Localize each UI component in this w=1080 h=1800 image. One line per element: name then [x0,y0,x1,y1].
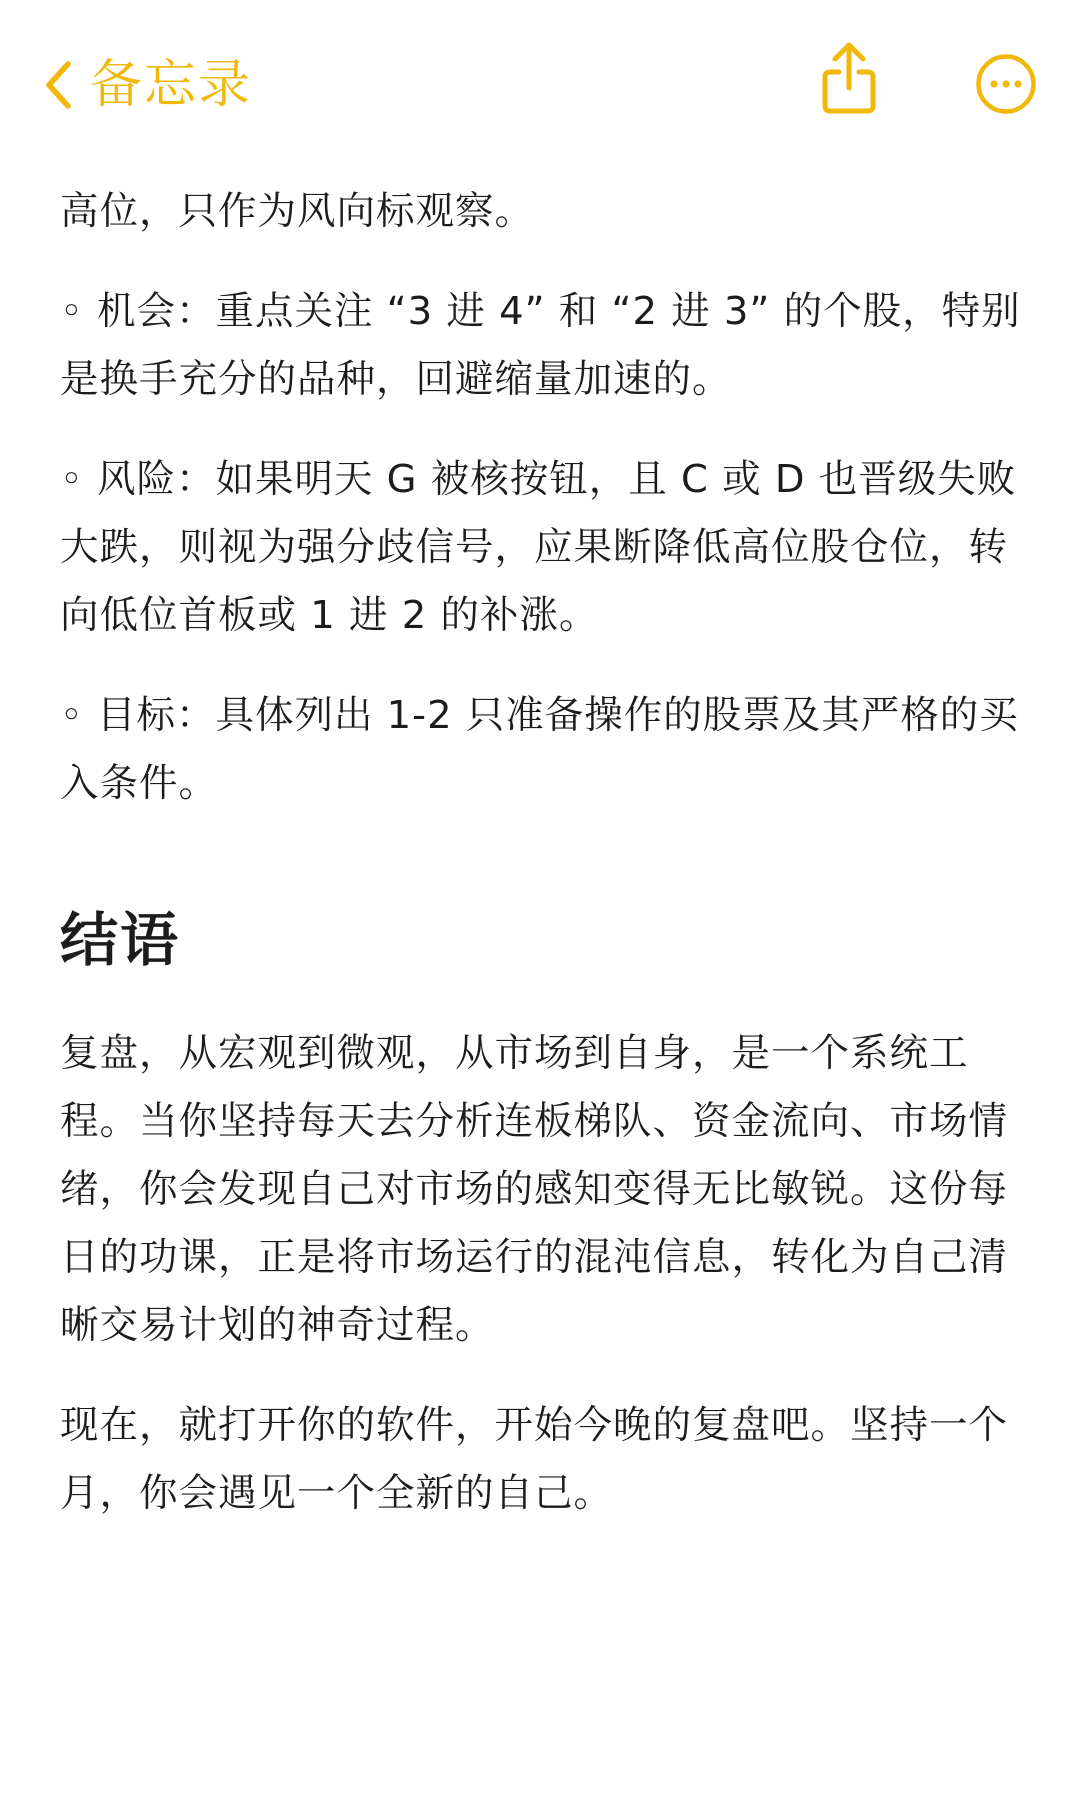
note-paragraph: 高位，只作为风向标观察。 [60,189,535,234]
note-body[interactable] [60,178,1030,1528]
section-heading: 结语 [60,906,181,974]
bullet-target: ◦ 目标：具体列出 1-2 只准备操作的股票及其严格的买入条件。 [60,693,1019,806]
back-button[interactable] [44,52,252,118]
share-icon [818,101,880,120]
bullet-risk: ◦ 风险：如果明天 G 被核按钮，且 C 或 D 也晋级失败大跌，则视为强分歧信号，应果断降低高位股仓位，转向低位首板或 1 进 2 的补涨。 [60,457,1017,638]
navigation-bar [0,0,1080,165]
more-button[interactable] [975,53,1037,115]
chevron-left-icon [44,60,72,110]
conclusion-paragraph-2: 现在，就打开你的软件，开始今晚的复盘吧。坚持一个月，你会遇见一个全新的自己。 [60,1403,1009,1516]
back-label: 备忘录 [90,55,253,115]
bullet-opportunity: ◦ 机会：重点关注 “3 进 4” 和 “2 进 3” 的个股，特别是换手充分的品种，回避缩量加速的。 [60,289,1021,402]
ellipsis-circle-icon [975,100,1037,119]
conclusion-paragraph: 复盘，从宏观到微观，从市场到自身，是一个系统工程。当你坚持每天去分析连板梯队、资金流向、市场情绪，你会发现自己对市场的感知变得无比敏锐。这份每日的功课，正是将市场运行的混沌信息，转化为自己清晰交易计划的神奇过程。 [60,1031,1009,1348]
share-button[interactable] [818,40,880,116]
